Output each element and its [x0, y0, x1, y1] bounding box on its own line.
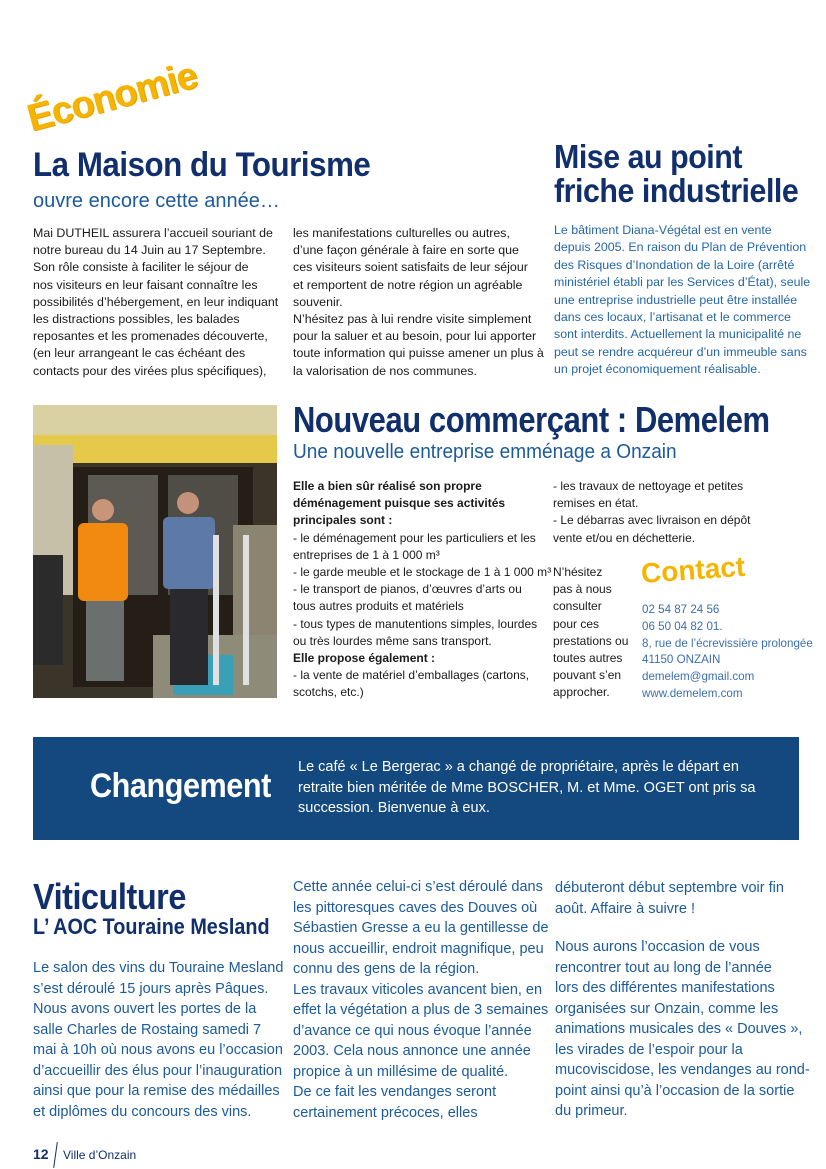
- text-line: contacts pour des virées plus spécifiques),: [33, 363, 267, 378]
- text-line: - la vente de matériel d’emballages (cartons,: [293, 668, 530, 683]
- text-line: approcher.: [553, 685, 610, 700]
- text-line: - les travaux de nettoyage et petites: [553, 479, 744, 493]
- text-line: animations musicales des « Douves »,: [555, 1021, 803, 1037]
- text-line: propice à un millésime de qualité.: [293, 1063, 509, 1080]
- changement-banner: [33, 737, 799, 840]
- text-line: Nous aurons l’occasion de vous: [555, 939, 760, 955]
- text-line: dans ces locaux, l’artisanat et le commerce: [554, 310, 791, 325]
- text-line: Le café « Le Bergerac » a changé de propriétaire, après le départ en: [298, 759, 739, 775]
- text-line: pouvant s’en: [553, 668, 622, 683]
- text-line: - le déménagement pour les particuliers et les: [293, 530, 536, 545]
- page-number: 12: [33, 1146, 49, 1162]
- text-line: la valorisation de nos communes.: [293, 363, 477, 378]
- text-line: depuis 2005. En raison du Plan de Prévention: [554, 240, 807, 255]
- text-line: N’hésitez: [553, 565, 603, 579]
- text-line: rencontrer tout au long de l’année: [555, 959, 772, 976]
- text-line: un projet économiquement réalisable.: [554, 362, 761, 377]
- text-line: succession. Bienvenue à eux.: [298, 800, 490, 816]
- text-line: (en leur arrangeant le cas échéant des: [33, 346, 246, 361]
- text-line: déménagement puisque ses activités: [293, 496, 506, 511]
- viticulture-col3b: [555, 937, 810, 1122]
- text-line: mucoviscidose, les vendanges au rond-: [555, 1062, 810, 1078]
- text-line: pour ces: [553, 616, 600, 631]
- contact-line: 06 50 04 82 01.: [642, 619, 723, 633]
- text-line: organisées sur Onzain, comme les: [555, 1000, 779, 1017]
- text-line: une entreprise industrielle peut être installée: [554, 292, 798, 307]
- text-line: principales sont :: [293, 513, 393, 528]
- text-line: Mai DUTHEIL assurera l’accueil souriant de: [33, 226, 273, 240]
- contact-line: 8, rue de l’écrevissière prolongée: [642, 636, 813, 650]
- section-label-text: Économie: [22, 54, 202, 141]
- demelem-col1: [293, 478, 552, 702]
- text-line: Sébastien Gresse a eu la gentillesse de: [293, 920, 549, 936]
- text-line: point ainsi qu’à l’occasion de la sortie: [555, 1082, 795, 1099]
- friche-text: [554, 222, 811, 379]
- demelem-col3: [553, 564, 638, 702]
- text-line: possibilités d’hébergement, en leur indiquant: [33, 294, 279, 309]
- text-line: connu des gens de la région.: [293, 961, 480, 977]
- text-line: d’accueillir des élus pour l’inauguration: [33, 1062, 283, 1079]
- text-line: Elle a bien sûr réalisé son propre: [293, 479, 482, 493]
- text-line: souvenir.: [293, 294, 343, 309]
- text-line: les pittoresques caves des Douves où: [293, 899, 538, 916]
- text-line: nous accueillir, endroit magnifique, peu: [293, 940, 544, 957]
- text-line: Le bâtiment Diana-Végétal est en vente: [554, 223, 772, 237]
- friche-title: [554, 140, 798, 208]
- text-line: reposantes et les promenades découverte,: [33, 329, 268, 344]
- text-line: les distractions possibles, les balades: [33, 312, 240, 327]
- text-line: des Risques d’Inondation de la Loire (arrêté: [554, 257, 795, 272]
- tourisme-title: La Maison du Tourisme: [33, 146, 371, 184]
- text-line: Cette année celui-ci s’est déroulé dans: [293, 879, 543, 895]
- text-line: N’hésitez pas à lui rendre visite simplement: [293, 312, 532, 327]
- text-line: et diplômes du concours des vins.: [33, 1103, 252, 1120]
- contact-line: 02 54 87 24 56: [642, 603, 720, 616]
- text-line: certainement précoces, elles: [293, 1104, 478, 1121]
- text-line: toute information qui puisse amener un plus à: [293, 346, 544, 361]
- text-line: Nous avons ouvert les portes de la: [33, 1001, 257, 1017]
- text-line: prestations ou: [553, 633, 629, 648]
- text-line: De ce fait les vendanges seront: [293, 1084, 497, 1100]
- text-line: les virades de l’espoir pour la: [555, 1041, 743, 1058]
- viticulture-subtitle: L’ AOC Touraine Mesland: [33, 914, 270, 939]
- viticulture-title: Viticulture: [33, 876, 186, 917]
- viticulture-col2: [293, 877, 548, 1123]
- text-line: nos visiteurs en leur faisant connaître les: [33, 277, 258, 292]
- text-line: les manifestations culturelles ou autres,: [293, 226, 510, 240]
- text-line: consulter: [553, 599, 602, 614]
- text-line: mai à 10h où nous avons eu l’occasion: [33, 1042, 283, 1058]
- text-line: ministériel établi par les Services d’État), seule: [554, 275, 811, 290]
- text-line: remises en état.: [553, 496, 639, 511]
- demelem-title: Nouveau commerçant : Demelem: [293, 399, 770, 440]
- text-line: Les travaux viticoles avancent bien, en: [293, 981, 543, 998]
- tourisme-col2: [293, 225, 543, 380]
- friche-title-line1: Mise au point: [554, 138, 742, 175]
- contact-title: Contact: [640, 550, 747, 589]
- demelem-also-label: Elle propose également :: [293, 651, 436, 666]
- text-line: 2003. Cela nous annonce une année: [293, 1043, 531, 1059]
- text-line: d’une façon générale à faire en sorte que: [293, 243, 519, 258]
- friche-title-line2: friche industrielle: [554, 172, 799, 209]
- text-line: tous autres produits et matériels: [293, 599, 464, 614]
- text-line: pour la saluer et au besoin, pour lui apporter: [293, 329, 537, 344]
- contact-line: 41150 ONZAIN: [642, 653, 721, 667]
- section-label: [23, 55, 202, 141]
- text-line: salle Charles de Rostaing samedi 7: [33, 1021, 262, 1038]
- publication-name: Ville d’Onzain: [63, 1148, 137, 1162]
- changement-text: [298, 757, 755, 819]
- text-line: - tous types de manutentions simples, lourdes: [293, 616, 538, 631]
- text-line: Son rôle consiste à faciliter le séjour de: [33, 260, 249, 275]
- tourisme-subtitle: ouvre encore cette année…: [33, 190, 280, 212]
- text-line: s’est déroulé 15 jours après Pâques.: [33, 980, 269, 997]
- text-line: pas à nous: [553, 582, 612, 597]
- text-line: scotchs, etc.): [293, 685, 364, 700]
- text-line: ces visiteurs soient satisfaits de leur séjour: [293, 260, 528, 275]
- viticulture-col1: [33, 958, 283, 1122]
- text-line: - le garde meuble et le stockage de 1 à 1 000 m³: [293, 565, 552, 580]
- demelem-col2: [553, 478, 783, 547]
- text-line: août. Affaire à suivre !: [555, 900, 695, 917]
- text-line: débuteront début septembre voir fin: [555, 880, 784, 896]
- text-line: effet la végétation a plus de 3 semaines: [293, 1002, 549, 1018]
- text-line: toutes autres: [553, 651, 623, 666]
- text-line: et remportent de notre région un agréable: [293, 277, 523, 292]
- text-line: d’avance ce qui nous évoque l’année: [293, 1022, 532, 1039]
- contact-block: [642, 602, 813, 703]
- text-line: sont interdits. Actuellement la municipalité ne: [554, 327, 802, 342]
- text-line: - le transport de pianos, d’œuvres d’arts ou: [293, 582, 522, 597]
- text-line: entreprises de 1 à 1 000 m³: [293, 547, 440, 562]
- text-line: Le salon des vins du Touraine Mesland: [33, 960, 284, 976]
- demelem-subtitle: Une nouvelle entreprise emménage a Onzain: [293, 440, 677, 463]
- changement-title: Changement: [90, 767, 271, 805]
- text-line: ou très lourdes même sans transport.: [293, 633, 492, 648]
- text-line: du primeur.: [555, 1103, 628, 1119]
- shop-photo-image: [33, 405, 277, 698]
- contact-line: demelem@gmail.com: [642, 670, 755, 684]
- footer-divider: [53, 1142, 58, 1168]
- text-line: ainsi que pour la remise des médailles: [33, 1083, 280, 1099]
- tourisme-col1: [33, 225, 283, 380]
- text-line: - Le débarras avec livraison en dépôt: [553, 513, 751, 528]
- text-line: lors des différentes manifestations: [555, 980, 775, 996]
- text-line: vente et/ou en déchetterie.: [553, 530, 696, 545]
- viticulture-col3a: [555, 878, 810, 919]
- contact-line: www.demelem.com: [642, 686, 743, 700]
- shop-photo: [33, 405, 277, 698]
- text-line: retraite bien méritée de Mme BOSCHER, M. et Mme. OGET ont pris sa: [298, 779, 756, 796]
- text-line: peut se rendre acquéreur d’un immeuble sans: [554, 344, 807, 359]
- text-line: notre bureau du 14 Juin au 17 Septembre.: [33, 243, 266, 258]
